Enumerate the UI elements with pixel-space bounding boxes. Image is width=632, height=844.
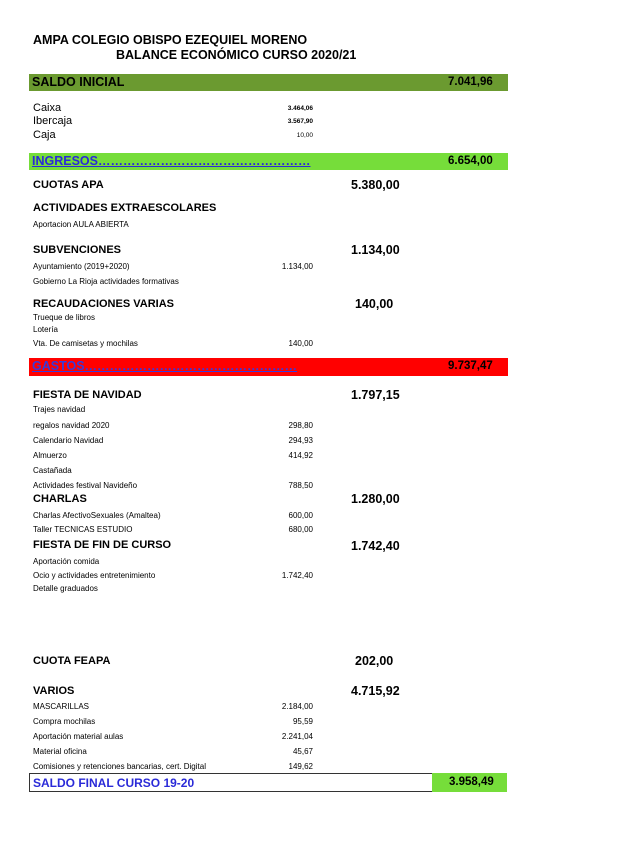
account-amount: 3.567,90 bbox=[287, 118, 313, 125]
line-amount: 149,62 bbox=[288, 762, 313, 771]
line-item: Vta. De camisetas y mochilas bbox=[33, 339, 138, 348]
saldo-final-label: SALDO FINAL CURSO 19-20 bbox=[33, 776, 195, 790]
line-item: Gobierno La Rioja actividades formativas bbox=[33, 277, 179, 286]
line-item: Aportacion AULA ABIERTA bbox=[33, 220, 129, 229]
line-amount: 2.184,00 bbox=[281, 702, 313, 711]
account-name: Ibercaja bbox=[33, 115, 73, 127]
document-title: AMPA COLEGIO OBISPO EZEQUIEL MORENO bbox=[33, 33, 308, 47]
section-title: CUOTAS APA bbox=[33, 179, 104, 191]
line-amount: 414,92 bbox=[288, 451, 313, 460]
line-item: Lotería bbox=[33, 325, 58, 334]
line-item: Ayuntamiento (2019+2020) bbox=[33, 262, 130, 271]
line-item: Taller TECNICAS ESTUDIO bbox=[33, 525, 133, 534]
line-item: Almuerzo bbox=[33, 451, 67, 460]
gastos-value: 9.737,47 bbox=[448, 360, 493, 372]
account-amount: 3.464,06 bbox=[287, 105, 313, 112]
line-item: MASCARILLAS bbox=[33, 702, 90, 711]
section-title: FIESTA DE FIN DE CURSO bbox=[33, 539, 172, 551]
line-amount: 788,50 bbox=[288, 481, 313, 490]
line-amount: 2.241,04 bbox=[281, 732, 313, 741]
line-amount: 294,93 bbox=[288, 436, 313, 445]
section-total: 4.715,92 bbox=[351, 684, 400, 698]
section-title: FIESTA DE NAVIDAD bbox=[33, 389, 142, 401]
line-item: regalos navidad 2020 bbox=[33, 421, 110, 430]
line-item: Detalle graduados bbox=[33, 584, 98, 593]
section-title: SUBVENCIONES bbox=[33, 244, 122, 256]
section-total: 140,00 bbox=[355, 297, 394, 311]
account-name: Caja bbox=[33, 129, 56, 141]
gastos-link[interactable]: GASTOS…………………………………………… bbox=[32, 359, 298, 373]
line-item: Calendario Navidad bbox=[33, 436, 104, 445]
line-amount: 1.742,40 bbox=[281, 571, 313, 580]
saldo-inicial-value: 7.041,96 bbox=[448, 76, 493, 88]
line-item: Material oficina bbox=[33, 747, 87, 756]
section-total: 202,00 bbox=[355, 654, 394, 668]
line-amount: 1.134,00 bbox=[281, 262, 313, 271]
line-item: Comisiones y retenciones bancarias, cert. Digital bbox=[33, 762, 206, 771]
account-name: Caixa bbox=[33, 102, 62, 114]
document-subtitle: BALANCE ECONÓMICO CURSO 2020/21 bbox=[116, 48, 357, 62]
saldo-final-value: 3.958,49 bbox=[449, 776, 494, 788]
line-amount: 600,00 bbox=[288, 511, 313, 520]
gastos-band bbox=[29, 358, 508, 376]
saldo-final-cell bbox=[432, 773, 507, 792]
line-item: Compra mochilas bbox=[33, 717, 96, 726]
section-title: CUOTA FEAPA bbox=[33, 655, 111, 667]
line-item: Ocio y actividades entretenimiento bbox=[33, 571, 156, 580]
line-amount: 45,67 bbox=[292, 747, 313, 756]
line-amount: 298,80 bbox=[288, 421, 313, 430]
section-total: 1.797,15 bbox=[351, 388, 400, 402]
line-amount: 95,59 bbox=[292, 717, 313, 726]
line-item: Castañada bbox=[33, 466, 72, 475]
section-title: RECAUDACIONES VARIAS bbox=[33, 298, 174, 310]
line-item: Aportación comida bbox=[33, 557, 100, 566]
section-title: ACTIVIDADES EXTRAESCOLARES bbox=[33, 202, 217, 214]
ingresos-link[interactable]: INGRESOS…………………………………………… bbox=[32, 154, 311, 168]
section-total: 1.134,00 bbox=[351, 243, 400, 257]
account-amount: 10,00 bbox=[296, 132, 313, 139]
saldo-inicial-band bbox=[29, 74, 508, 91]
section-title: VARIOS bbox=[33, 685, 75, 697]
line-item: Aportación material aulas bbox=[33, 732, 124, 741]
ingresos-value: 6.654,00 bbox=[448, 155, 493, 167]
saldo-final-row bbox=[29, 773, 507, 792]
line-item: Charlas AfectivoSexuales (Amaltea) bbox=[33, 511, 161, 520]
line-item: Actividades festival Navideño bbox=[33, 481, 138, 490]
section-total: 1.280,00 bbox=[351, 492, 400, 506]
line-amount: 140,00 bbox=[288, 339, 313, 348]
section-title: CHARLAS bbox=[33, 493, 87, 505]
ingresos-band bbox=[29, 153, 508, 170]
line-item: Trueque de libros bbox=[33, 313, 95, 322]
saldo-inicial-label: SALDO INICIAL bbox=[32, 75, 125, 89]
section-total: 1.742,40 bbox=[351, 539, 400, 553]
line-item: Trajes navidad bbox=[33, 405, 86, 414]
line-amount: 680,00 bbox=[288, 525, 313, 534]
section-total: 5.380,00 bbox=[351, 178, 400, 192]
